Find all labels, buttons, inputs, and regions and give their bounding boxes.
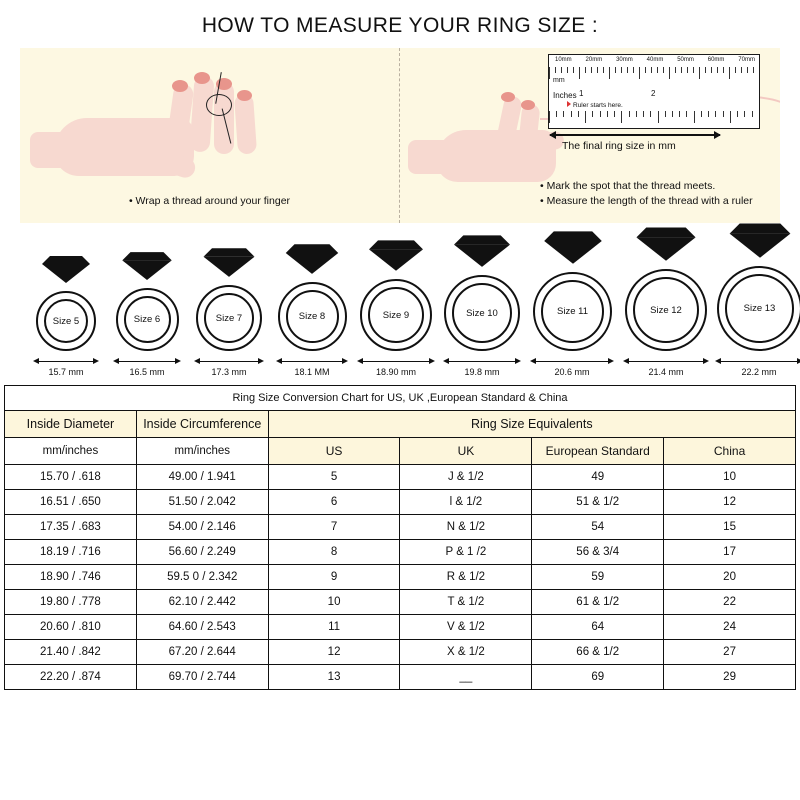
thread-loop-illustration xyxy=(206,94,232,116)
panel-measure-thread xyxy=(400,48,780,223)
page-title: HOW TO MEASURE YOUR RING SIZE : xyxy=(201,14,599,37)
header-circumference-units: mm/inches xyxy=(136,438,268,465)
right-panel-instructions xyxy=(400,179,780,209)
ring-diameter-label: 17.3 mm xyxy=(211,367,247,377)
instruction-line: • Wrap a thread around your finger xyxy=(128,195,291,207)
cell-us: 7 xyxy=(268,515,400,540)
ring-band xyxy=(533,272,612,351)
diamond-icon xyxy=(195,246,263,278)
table-row xyxy=(5,590,796,615)
table-caption: Ring Size Conversion Chart for US, UK ,European Standard & China xyxy=(5,386,796,411)
cell-european: 69 xyxy=(532,665,664,690)
ring-diameter-label: 18.90 mm xyxy=(375,367,417,377)
ring-diameter-measure-size-6 xyxy=(112,357,182,377)
measure-arrow-icon xyxy=(356,357,436,367)
header-inside-diameter: Inside Diameter xyxy=(5,411,137,438)
fingernail-illustration xyxy=(237,90,252,101)
cell-circumference: 69.70 / 2.744 xyxy=(136,665,268,690)
ruler-mm-tick-label: 30mm xyxy=(616,57,633,63)
table-group-header-row xyxy=(5,411,796,438)
table-sub-header-row xyxy=(5,438,796,465)
cell-circumference: 49.00 / 1.941 xyxy=(136,465,268,490)
measure-arrow-icon xyxy=(714,357,800,367)
ring-size-label: Size 5 xyxy=(52,315,80,327)
table-row xyxy=(5,490,796,515)
diamond-icon xyxy=(718,221,800,259)
cell-circumference: 67.20 / 2.644 xyxy=(136,640,268,665)
table-row xyxy=(5,665,796,690)
ring-illustration-size-7 xyxy=(195,246,263,351)
ruler-mm-tick-label: 20mm xyxy=(585,57,603,63)
cell-circumference: 62.10 / 2.442 xyxy=(136,590,268,615)
cell-us: 5 xyxy=(268,465,400,490)
measure-arrow-icon xyxy=(193,357,265,367)
cell-china: 15 xyxy=(664,515,796,540)
cell-uk: R & 1/2 xyxy=(400,565,532,590)
cell-european: 66 & 1/2 xyxy=(532,640,664,665)
header-ring-size-equivalents: Ring Size Equivalents xyxy=(268,411,795,438)
ring-diameter-measure-size-10 xyxy=(442,357,522,377)
ring-size-label: Size 10 xyxy=(466,307,498,319)
diamond-icon xyxy=(360,238,432,272)
ring-size-label: Size 12 xyxy=(650,304,682,316)
header-diameter-units: mm/inches xyxy=(5,438,137,465)
ruler-mm-labels xyxy=(555,57,755,63)
cell-china: 27 xyxy=(664,640,796,665)
ring-illustration-size-13 xyxy=(717,221,800,351)
cell-uk: P & 1 /2 xyxy=(400,540,532,565)
ring-diameter-measure-size-12 xyxy=(622,357,710,377)
cell-china: 12 xyxy=(664,490,796,515)
left-panel-instructions xyxy=(20,194,399,209)
ruler-inch-numbers xyxy=(579,89,753,98)
ring-illustration-size-5 xyxy=(34,254,98,351)
ruler-inch-number: 1 xyxy=(579,89,584,98)
diamond-icon xyxy=(114,250,180,281)
ring-band xyxy=(360,279,432,351)
cell-diameter: 22.20 / .874 xyxy=(5,665,137,690)
cell-uk: X & 1/2 xyxy=(400,640,532,665)
ring-size-label: Size 7 xyxy=(215,312,243,324)
table-row xyxy=(5,515,796,540)
cell-us: 13 xyxy=(268,665,400,690)
ruler-mm-tick-label: 50mm xyxy=(677,57,694,63)
ring-illustration-size-8 xyxy=(277,242,347,351)
cell-us: 12 xyxy=(268,640,400,665)
cell-circumference: 54.00 / 2.146 xyxy=(136,515,268,540)
ruler-inch-number: 2 xyxy=(651,89,656,98)
ring-illustration-size-10 xyxy=(444,233,520,351)
diamond-icon xyxy=(444,233,520,268)
cell-european: 64 xyxy=(532,615,664,640)
ring-size-illustrations xyxy=(10,239,790,379)
ruler-start-note-text: Ruler starts here. xyxy=(573,102,623,109)
cell-china: 22 xyxy=(664,590,796,615)
cell-diameter: 20.60 / .810 xyxy=(5,615,137,640)
ring-diameter-label: 20.6 mm xyxy=(554,367,590,377)
measure-arrow-icon xyxy=(275,357,349,367)
ring-size-label: Size 6 xyxy=(133,314,161,325)
ruler-mm-tick-label: 60mm xyxy=(707,57,725,63)
cell-diameter: 16.51 / .650 xyxy=(5,490,137,515)
cell-china: 20 xyxy=(664,565,796,590)
header-inside-circumference: Inside Circumference xyxy=(136,411,268,438)
cell-circumference: 64.60 / 2.543 xyxy=(136,615,268,640)
ring-illustration-size-12 xyxy=(625,225,707,351)
diamond-icon xyxy=(626,225,706,262)
cell-diameter: 18.90 / .746 xyxy=(5,565,137,590)
ruler-mm-unit-label: mm xyxy=(553,77,565,84)
ruler-mm-tick-label: 40mm xyxy=(646,57,664,63)
ring-size-label: Size 11 xyxy=(557,306,588,317)
ruler-mm-tick-label: 70mm xyxy=(738,57,755,63)
ring-illustration-size-9 xyxy=(360,238,432,351)
instruction-panels xyxy=(20,48,780,223)
table-row xyxy=(5,640,796,665)
fingernail-illustration xyxy=(521,100,535,110)
ring-diameter-measure-size-8 xyxy=(275,357,349,377)
cell-us: 9 xyxy=(268,565,400,590)
measurement-arrow-caption: The final ring size in mm xyxy=(562,140,676,152)
ring-diameter-measure-size-9 xyxy=(356,357,436,377)
ring-diameter-label: 21.4 mm xyxy=(648,367,684,377)
cell-diameter: 15.70 / .618 xyxy=(5,465,137,490)
ring-diameter-measure-size-5 xyxy=(32,357,100,377)
ring-band xyxy=(444,275,520,351)
cell-us: 11 xyxy=(268,615,400,640)
cell-china: 17 xyxy=(664,540,796,565)
cell-european: 49 xyxy=(532,465,664,490)
cell-circumference: 59.5 0 / 2.342 xyxy=(136,565,268,590)
ring-diameter-measure-size-7 xyxy=(193,357,265,377)
ring-band xyxy=(196,285,262,351)
table-row xyxy=(5,540,796,565)
cell-circumference: 51.50 / 2.042 xyxy=(136,490,268,515)
cell-us: 6 xyxy=(268,490,400,515)
cell-diameter: 19.80 / .778 xyxy=(5,590,137,615)
header-european: European Standard xyxy=(532,438,664,465)
cell-european: 56 & 3/4 xyxy=(532,540,664,565)
ring-diameter-label: 16.5 mm xyxy=(129,367,165,377)
ring-diameter-label: 18.1 MM xyxy=(294,367,330,377)
cell-china: 24 xyxy=(664,615,796,640)
cell-uk: N & 1/2 xyxy=(400,515,532,540)
ring-diameter-label: 22.2 mm xyxy=(741,367,777,377)
measurement-arrow-icon xyxy=(550,134,720,136)
ruler-illustration xyxy=(548,54,760,129)
cell-uk: l & 1/2 xyxy=(400,490,532,515)
measure-arrow-icon xyxy=(112,357,182,367)
ring-illustration-size-6 xyxy=(114,250,180,351)
cell-us: 10 xyxy=(268,590,400,615)
measure-arrow-icon xyxy=(32,357,100,367)
cell-us: 8 xyxy=(268,540,400,565)
ring-band xyxy=(717,266,800,351)
cell-diameter: 21.40 / .842 xyxy=(5,640,137,665)
table-row xyxy=(5,615,796,640)
cell-uk: T & 1/2 xyxy=(400,590,532,615)
measure-arrow-icon xyxy=(622,357,710,367)
ring-size-label: Size 9 xyxy=(382,309,410,321)
diamond-icon xyxy=(34,254,98,284)
ruler-mm-tick-label: 10mm xyxy=(555,57,572,63)
cell-circumference: 56.60 / 2.249 xyxy=(136,540,268,565)
ring-size-conversion-table xyxy=(4,385,796,690)
diamond-icon xyxy=(534,229,612,265)
ring-band xyxy=(278,282,347,351)
header-us: US xyxy=(268,438,400,465)
ring-band xyxy=(116,288,179,351)
ring-size-label: Size 13 xyxy=(743,303,776,314)
ring-illustration-size-11 xyxy=(533,229,612,351)
measure-arrow-icon xyxy=(529,357,615,367)
fingernail-illustration xyxy=(194,72,210,84)
finger-illustration xyxy=(234,93,257,154)
cell-diameter: 17.35 / .683 xyxy=(5,515,137,540)
cell-uk: J & 1/2 xyxy=(400,465,532,490)
ring-diameter-label: 19.8 mm xyxy=(464,367,500,377)
diamond-icon xyxy=(277,242,347,275)
panel-wrap-thread xyxy=(20,48,400,223)
ruler-inch-ticks xyxy=(549,111,759,127)
ruler-mm-ticks xyxy=(549,67,759,83)
cell-european: 61 & 1/2 xyxy=(532,590,664,615)
cell-european: 51 & 1/2 xyxy=(532,490,664,515)
ring-size-label: Size 8 xyxy=(298,311,326,322)
cell-china: 29 xyxy=(664,665,796,690)
ruler-start-note xyxy=(567,101,623,109)
ruler-start-arrow-icon xyxy=(567,101,571,107)
cell-china: 10 xyxy=(664,465,796,490)
ring-diameter-measure-size-11 xyxy=(529,357,615,377)
cell-european: 59 xyxy=(532,565,664,590)
ruler-inches-unit-label: Inches xyxy=(553,91,577,100)
fingernail-illustration xyxy=(172,80,188,92)
instruction-line: • Measure the length of the thread with a ruler xyxy=(540,195,753,207)
table-row xyxy=(5,465,796,490)
ring-band xyxy=(625,269,707,351)
ring-band xyxy=(36,291,96,351)
ring-diameter-label: 15.7 mm xyxy=(48,367,84,377)
cell-uk: V & 1/2 xyxy=(400,615,532,640)
header-china: China xyxy=(664,438,796,465)
cell-uk: __ xyxy=(400,665,532,690)
header-uk: UK xyxy=(400,438,532,465)
table-caption-row xyxy=(5,386,796,411)
measure-arrow-icon xyxy=(442,357,522,367)
cell-diameter: 18.19 / .716 xyxy=(5,540,137,565)
ring-diameter-measure-size-13 xyxy=(714,357,800,377)
cell-european: 54 xyxy=(532,515,664,540)
fingernail-illustration xyxy=(501,92,515,102)
table-row xyxy=(5,565,796,590)
instruction-line: • Mark the spot that the thread meets. xyxy=(540,180,716,192)
